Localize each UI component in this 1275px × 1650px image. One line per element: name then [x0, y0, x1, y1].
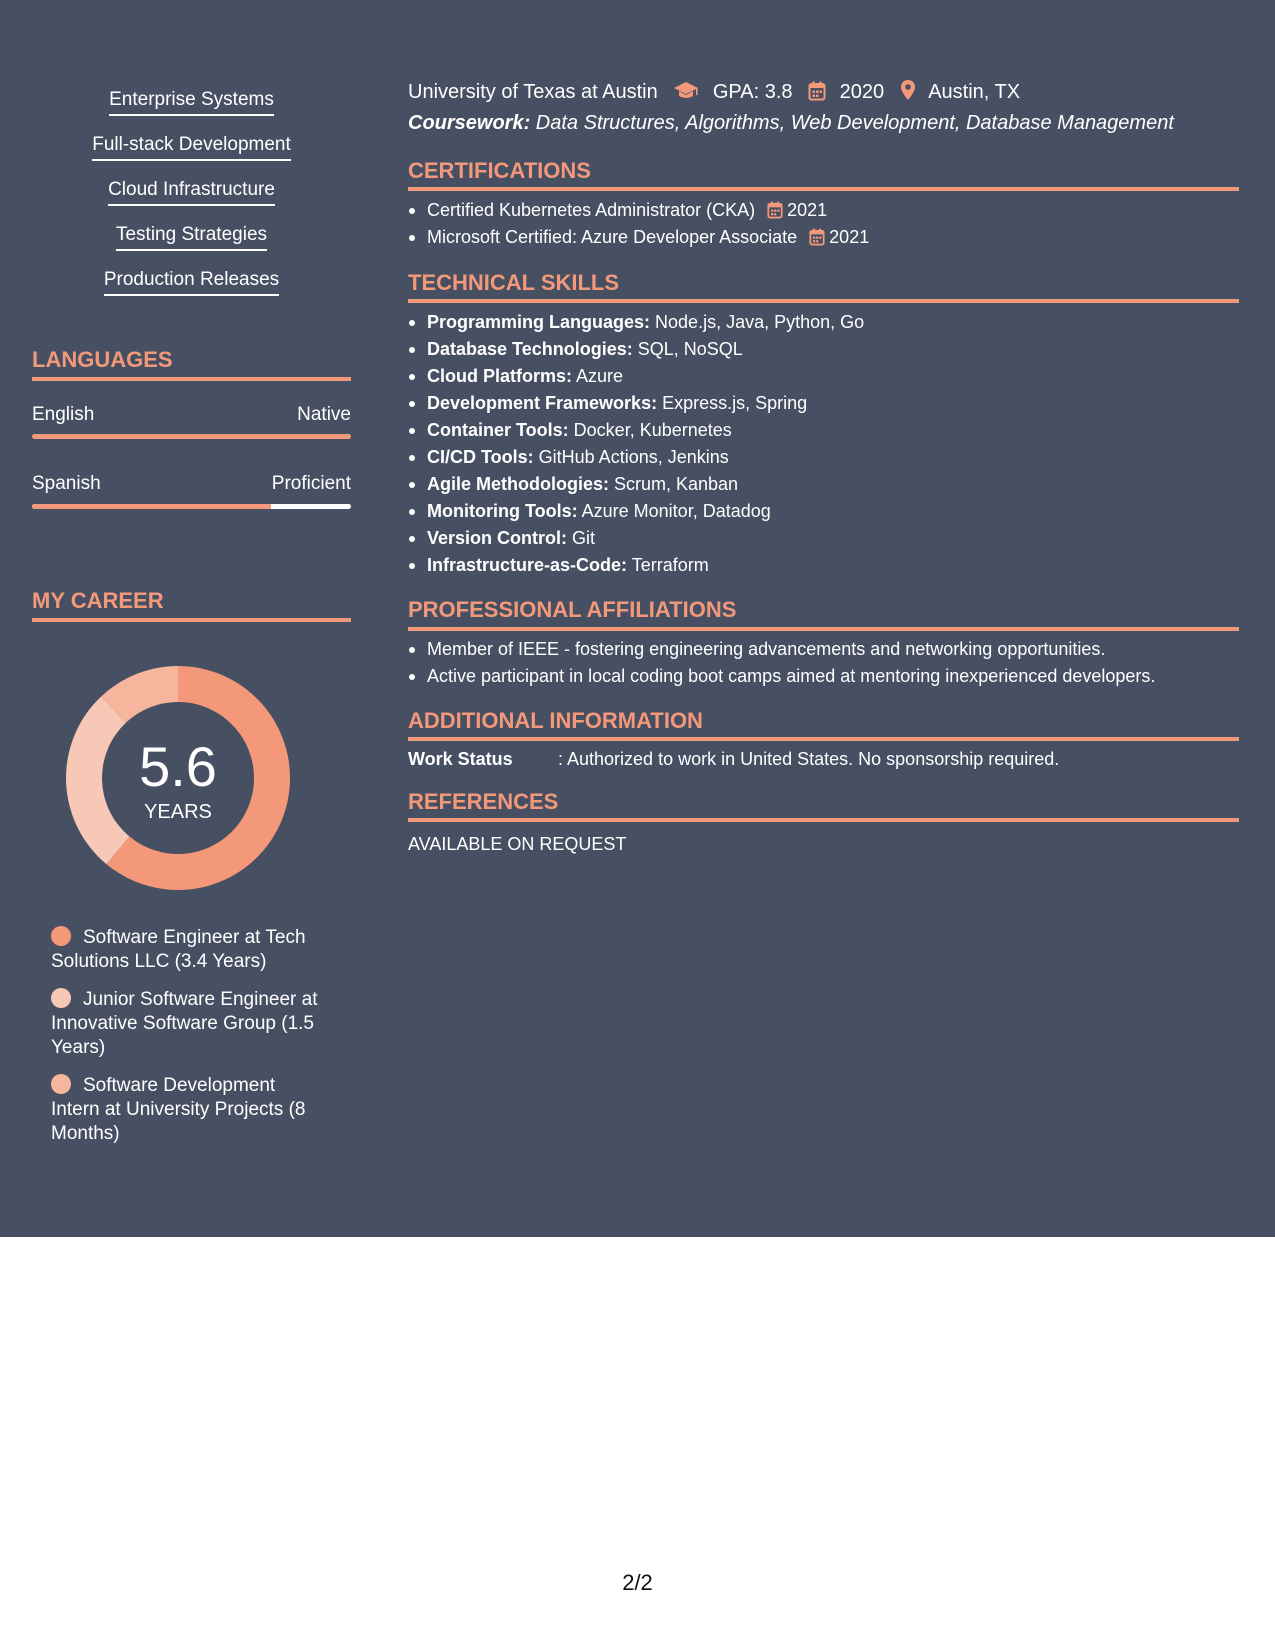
skill-item	[427, 363, 864, 390]
work-status-label: Work Status	[408, 749, 513, 769]
coursework-list: Data Structures, Algorithms, Web Development, Database Management	[530, 112, 1174, 134]
technical-skills-title: TECHNICAL SKILLS	[408, 270, 620, 295]
language-level: Proficient	[271, 473, 351, 494]
affiliations-title: PROFESSIONAL AFFILIATIONS	[408, 597, 737, 622]
graduation-cap-icon	[673, 81, 699, 101]
skill-value: Docker, Kubernetes	[568, 420, 732, 440]
career-donut-chart	[66, 666, 290, 890]
certifications-list	[408, 197, 869, 251]
location-pin-icon	[900, 79, 916, 101]
skill-label: Infrastructure-as-Code:	[427, 555, 628, 575]
skill-value: Scrum, Kanban	[609, 474, 739, 494]
references-title: REFERENCES	[408, 789, 559, 814]
skill-label: Programming Languages:	[427, 312, 651, 332]
language-bar	[32, 434, 351, 439]
skill-item	[427, 444, 864, 471]
technical-skills-list	[408, 309, 864, 579]
career-legend-item	[51, 1074, 321, 1146]
skill-label: Container Tools:	[427, 420, 569, 440]
legend-dot	[51, 1074, 71, 1094]
donut-segment	[66, 696, 129, 864]
skill-label: Monitoring Tools:	[427, 501, 578, 521]
skill-tag-text: Enterprise Systems	[109, 88, 274, 116]
languages-divider	[32, 377, 351, 381]
certification-name: Microsoft Certified: Azure Developer Associate	[427, 227, 798, 247]
skill-label: Development Frameworks:	[427, 393, 658, 413]
skill-value: Express.js, Spring	[657, 393, 808, 413]
skill-tag-text: Testing Strategies	[116, 223, 267, 251]
skill-value: Node.js, Java, Python, Go	[650, 312, 865, 332]
skill-label: CI/CD Tools:	[427, 447, 534, 467]
skill-label: Cloud Platforms:	[427, 366, 573, 386]
affiliation-item: Active participant in local coding boot camps aimed at mentoring inexperienced developers.	[427, 663, 1155, 690]
career-legend-item	[51, 926, 321, 974]
calendar-icon	[767, 201, 783, 219]
affiliations-list	[408, 636, 1155, 690]
certification-item	[427, 224, 869, 251]
career-legend-label: Software Engineer at Tech Solutions LLC (3.4 Years)	[51, 927, 306, 972]
career-legend-item	[51, 988, 321, 1060]
references-divider	[408, 818, 1239, 822]
skill-tag-text: Production Releases	[104, 268, 279, 296]
school-name: University of Texas at Austin	[408, 81, 658, 103]
certification-year: 2021	[829, 227, 870, 247]
skill-value: Azure	[572, 366, 624, 386]
legend-dot	[51, 988, 71, 1008]
skill-item	[427, 336, 864, 363]
graduation-year: 2020	[839, 81, 885, 103]
work-status-value: : Authorized to work in United States. No sponsorship required.	[558, 749, 1060, 769]
skill-value: SQL, NoSQL	[632, 339, 743, 359]
career-divider	[32, 618, 351, 622]
certification-name: Certified Kubernetes Administrator (CKA)	[427, 200, 756, 220]
skill-item	[427, 309, 864, 336]
skill-tag	[32, 178, 351, 206]
coursework-label: Coursework:	[408, 112, 531, 134]
technical-skills-divider	[408, 299, 1239, 303]
language-level: Native	[297, 404, 351, 425]
references-text: AVAILABLE ON REQUEST	[408, 834, 627, 854]
career-total: 5.6	[139, 735, 217, 798]
work-status-row	[408, 747, 1059, 771]
certification-year: 2021	[787, 200, 828, 220]
school-location: Austin, TX	[928, 81, 1021, 103]
career-unit: YEARS	[144, 801, 212, 823]
affiliations-divider	[408, 627, 1239, 631]
skill-item	[427, 417, 864, 444]
skill-value: GitHub Actions, Jenkins	[533, 447, 729, 467]
skill-label: Agile Methodologies:	[427, 474, 609, 494]
skill-item	[427, 390, 864, 417]
skill-tag	[32, 268, 351, 296]
language-row	[32, 472, 351, 496]
additional-info-title: ADDITIONAL INFORMATION	[408, 708, 703, 733]
skill-item	[427, 471, 864, 498]
page-number: 2/2	[622, 1570, 653, 1595]
skill-tag	[32, 133, 351, 161]
career-legend-label: Software Development Intern at University Projects (8 Months)	[51, 1075, 306, 1144]
skill-value: Git	[567, 528, 596, 548]
career-legend-label: Junior Software Engineer at Innovative Software Group (1.5 Years)	[51, 989, 318, 1058]
language-bar-fill	[32, 504, 271, 509]
coursework	[408, 110, 1174, 136]
education-line	[408, 79, 1020, 105]
certification-item	[427, 197, 869, 224]
language-row	[32, 403, 351, 427]
skill-tag	[32, 88, 351, 116]
skill-value: Terraform	[627, 555, 709, 575]
language-bar	[32, 504, 351, 509]
certifications-divider	[408, 187, 1239, 191]
skill-value: Azure Monitor, Datadog	[577, 501, 771, 521]
calendar-icon	[809, 228, 825, 246]
calendar-icon	[808, 81, 826, 101]
language-name: English	[32, 404, 95, 425]
skill-tag-text: Cloud Infrastructure	[108, 178, 275, 206]
affiliation-item: Member of IEEE - fostering engineering advancements and networking opportunities.	[427, 636, 1155, 663]
certifications-title: CERTIFICATIONS	[408, 158, 591, 183]
gpa: GPA: 3.8	[712, 81, 793, 103]
skill-tag-text: Full-stack Development	[92, 133, 291, 161]
legend-dot	[51, 926, 71, 946]
skill-label: Version Control:	[427, 528, 568, 548]
skill-item	[427, 552, 864, 579]
skill-item	[427, 525, 864, 552]
languages-title: LANGUAGES	[32, 347, 173, 372]
language-name: Spanish	[32, 473, 101, 494]
additional-info-divider	[408, 737, 1239, 741]
career-title: MY CAREER	[32, 588, 164, 613]
skill-tag	[32, 223, 351, 251]
skill-item	[427, 498, 864, 525]
skill-label: Database Technologies:	[427, 339, 633, 359]
language-bar-fill	[32, 434, 351, 439]
